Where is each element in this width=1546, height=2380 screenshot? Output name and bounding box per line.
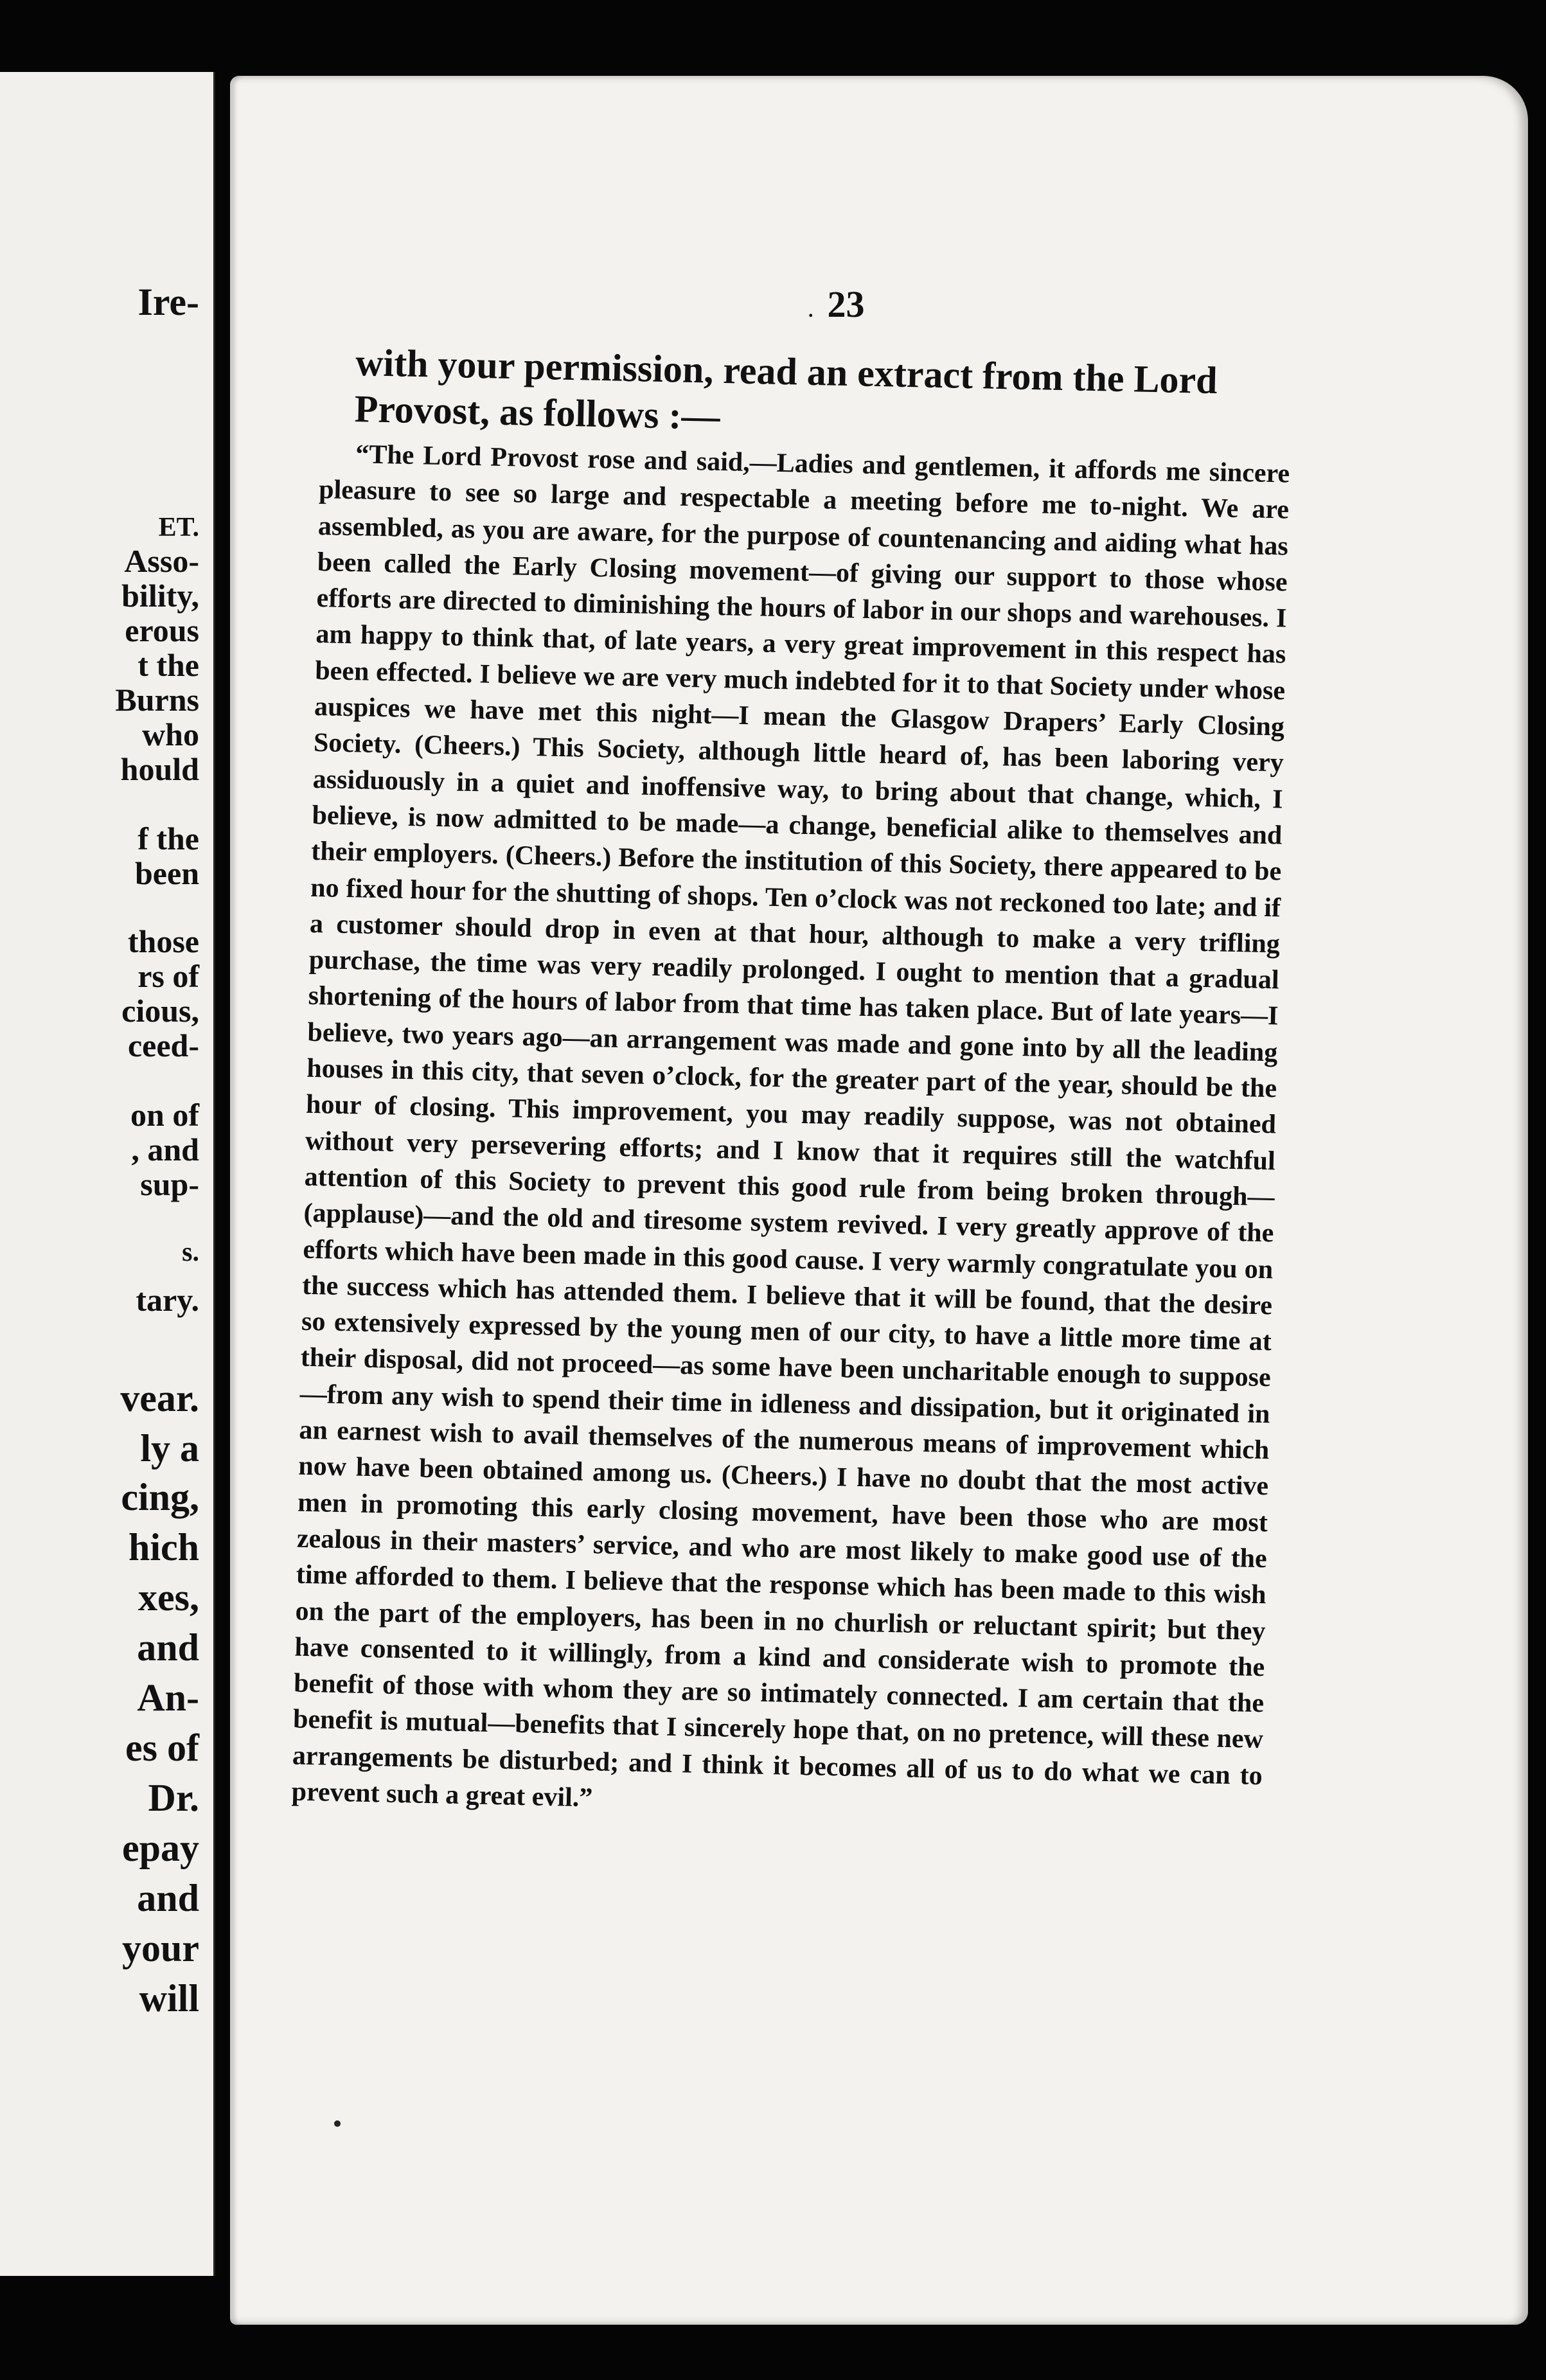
page-number-value: 23 <box>827 283 865 325</box>
facing-page-line: tary. <box>136 1282 199 1318</box>
facing-page-line: ceed- <box>127 1027 199 1063</box>
quoted-speech-paragraph: “The Lord Provost rose and said,—Ladies and gentlemen, it affords me sincere pleasure to see so large and respectable a meeting before me to-night. We are assembled, as you are aware, for the purpose of countenancing and aiding what has been called the Early Closing movement—of giving our support to those whose efforts are directed to diminishing the hours of labor in our shops and warehouses. I am happy to think that, of late years, a very great improvement in this respect has been effected. I believe we are very much indebted for it to that Society under whose auspices we have met this night—I mean the Glasgow Drapers’ Early Closing Society. (Cheers.) This Society, although little heard of, has been laboring very assiduously in a quiet and inoffensive way, to bring about that change, which, I believe, is now admitted to be made—a change, beneficial alike to themselves and their employers. (Cheers.) Before the institution of this Society, there appeared to be no fixed hour for the shutting of shops. Ten o’clock was not reckoned too late; and if a customer should drop in even at that hour, although to make a very trifling purchase, the time was very readily prolonged. I ought to mention that a gradual shortening of the hours of labor from that time has taken place. But of late years—I believe, two years ago—an arrangement was made and gone into by all the leading houses in this city, that seven o’clock, for the greater part of the year, should be the hour of closing. This improvement, you may readily suppose, was not obtained without very persevering efforts; and I know that it requires still the watchful attention of this Society to prevent this good rule from being broken through—(applause)—and the old and tiresome system revived. I very greatly approve of the efforts which have been made in this good cause. I very warmly congratulate you on the success which has attended them. I believe that it will be found, that the desire so extensively expressed by the young men of our city, to have a little more time at their disposal, did not proceed—as some have been uncharitable enough to suppose—from any wish to spend their time in idleness and dissipation, but it originated in an earnest wish to avail themselves of the numerous means of improvement which now have been obtained among us. (Cheers.) I have no doubt that the most active men in promoting this early closing movement, have been those who are most zealous in their masters’ service, and who are most likely to make good use of the time afforded to them. I believe that the response which has been made to this wish on the part of the employers, has been in no churlish or reluctant spirit; but they have consented to it willingly, from a kind and considerate wish to promote the benefit of those with whom they are so intimately connected. I am certain that the benefit is mutual—benefits that I sincerely hope that, on no pretence, will these new arrangements be disturbed; and I think it becomes all of us to do what we can to prevent such a great evil.” <box>291 440 1290 1813</box>
facing-page-line: on of <box>130 1097 199 1133</box>
facing-page-line: rs of <box>138 958 199 994</box>
facing-page-line: es of <box>125 1727 199 1769</box>
facing-page-line: An- <box>137 1676 199 1719</box>
intro-paragraph: with your permission, read an extract from the Lord Provost, as follows :— <box>354 341 1218 438</box>
facing-page-line: and <box>137 1626 199 1669</box>
facing-page-line: those <box>127 923 199 959</box>
facing-page-line: , and <box>131 1132 199 1168</box>
facing-page-line: been <box>135 855 199 891</box>
facing-page-fragment <box>0 72 215 2276</box>
facing-page-line: t the <box>138 647 199 683</box>
facing-page-line: erous <box>125 612 199 648</box>
facing-page-line: ly a <box>140 1427 199 1470</box>
facing-page-line: f the <box>138 821 199 857</box>
page-number <box>808 283 865 326</box>
page-number-mark: . <box>808 300 813 321</box>
facing-page-line: Burns <box>115 682 199 718</box>
facing-page-line: hich <box>128 1526 199 1568</box>
facing-page-line: xes, <box>138 1576 199 1619</box>
facing-page-line: and <box>137 1877 199 1919</box>
facing-page-line: bility, <box>121 578 199 614</box>
facing-page-line: Dr. <box>148 1777 199 1819</box>
facing-page-line: Asso- <box>124 543 199 579</box>
facing-page-line: s. <box>182 1238 199 1267</box>
facing-page-line: will <box>139 1977 199 2020</box>
book-page <box>230 76 1528 2325</box>
facing-page-line: Ire- <box>138 281 199 323</box>
facing-page-line: sup- <box>140 1166 199 1202</box>
facing-page-line: ET. <box>158 513 199 542</box>
facing-page-line: hould <box>120 751 199 787</box>
stray-ink-mark <box>334 2120 341 2127</box>
facing-page-line: who <box>142 716 199 752</box>
facing-page-line: cious, <box>121 993 199 1029</box>
facing-page-line: your <box>122 1927 199 1969</box>
facing-page-line: cing, <box>121 1476 199 1518</box>
facing-page-line: epay <box>122 1827 199 1869</box>
facing-page-line: vear. <box>120 1377 199 1419</box>
